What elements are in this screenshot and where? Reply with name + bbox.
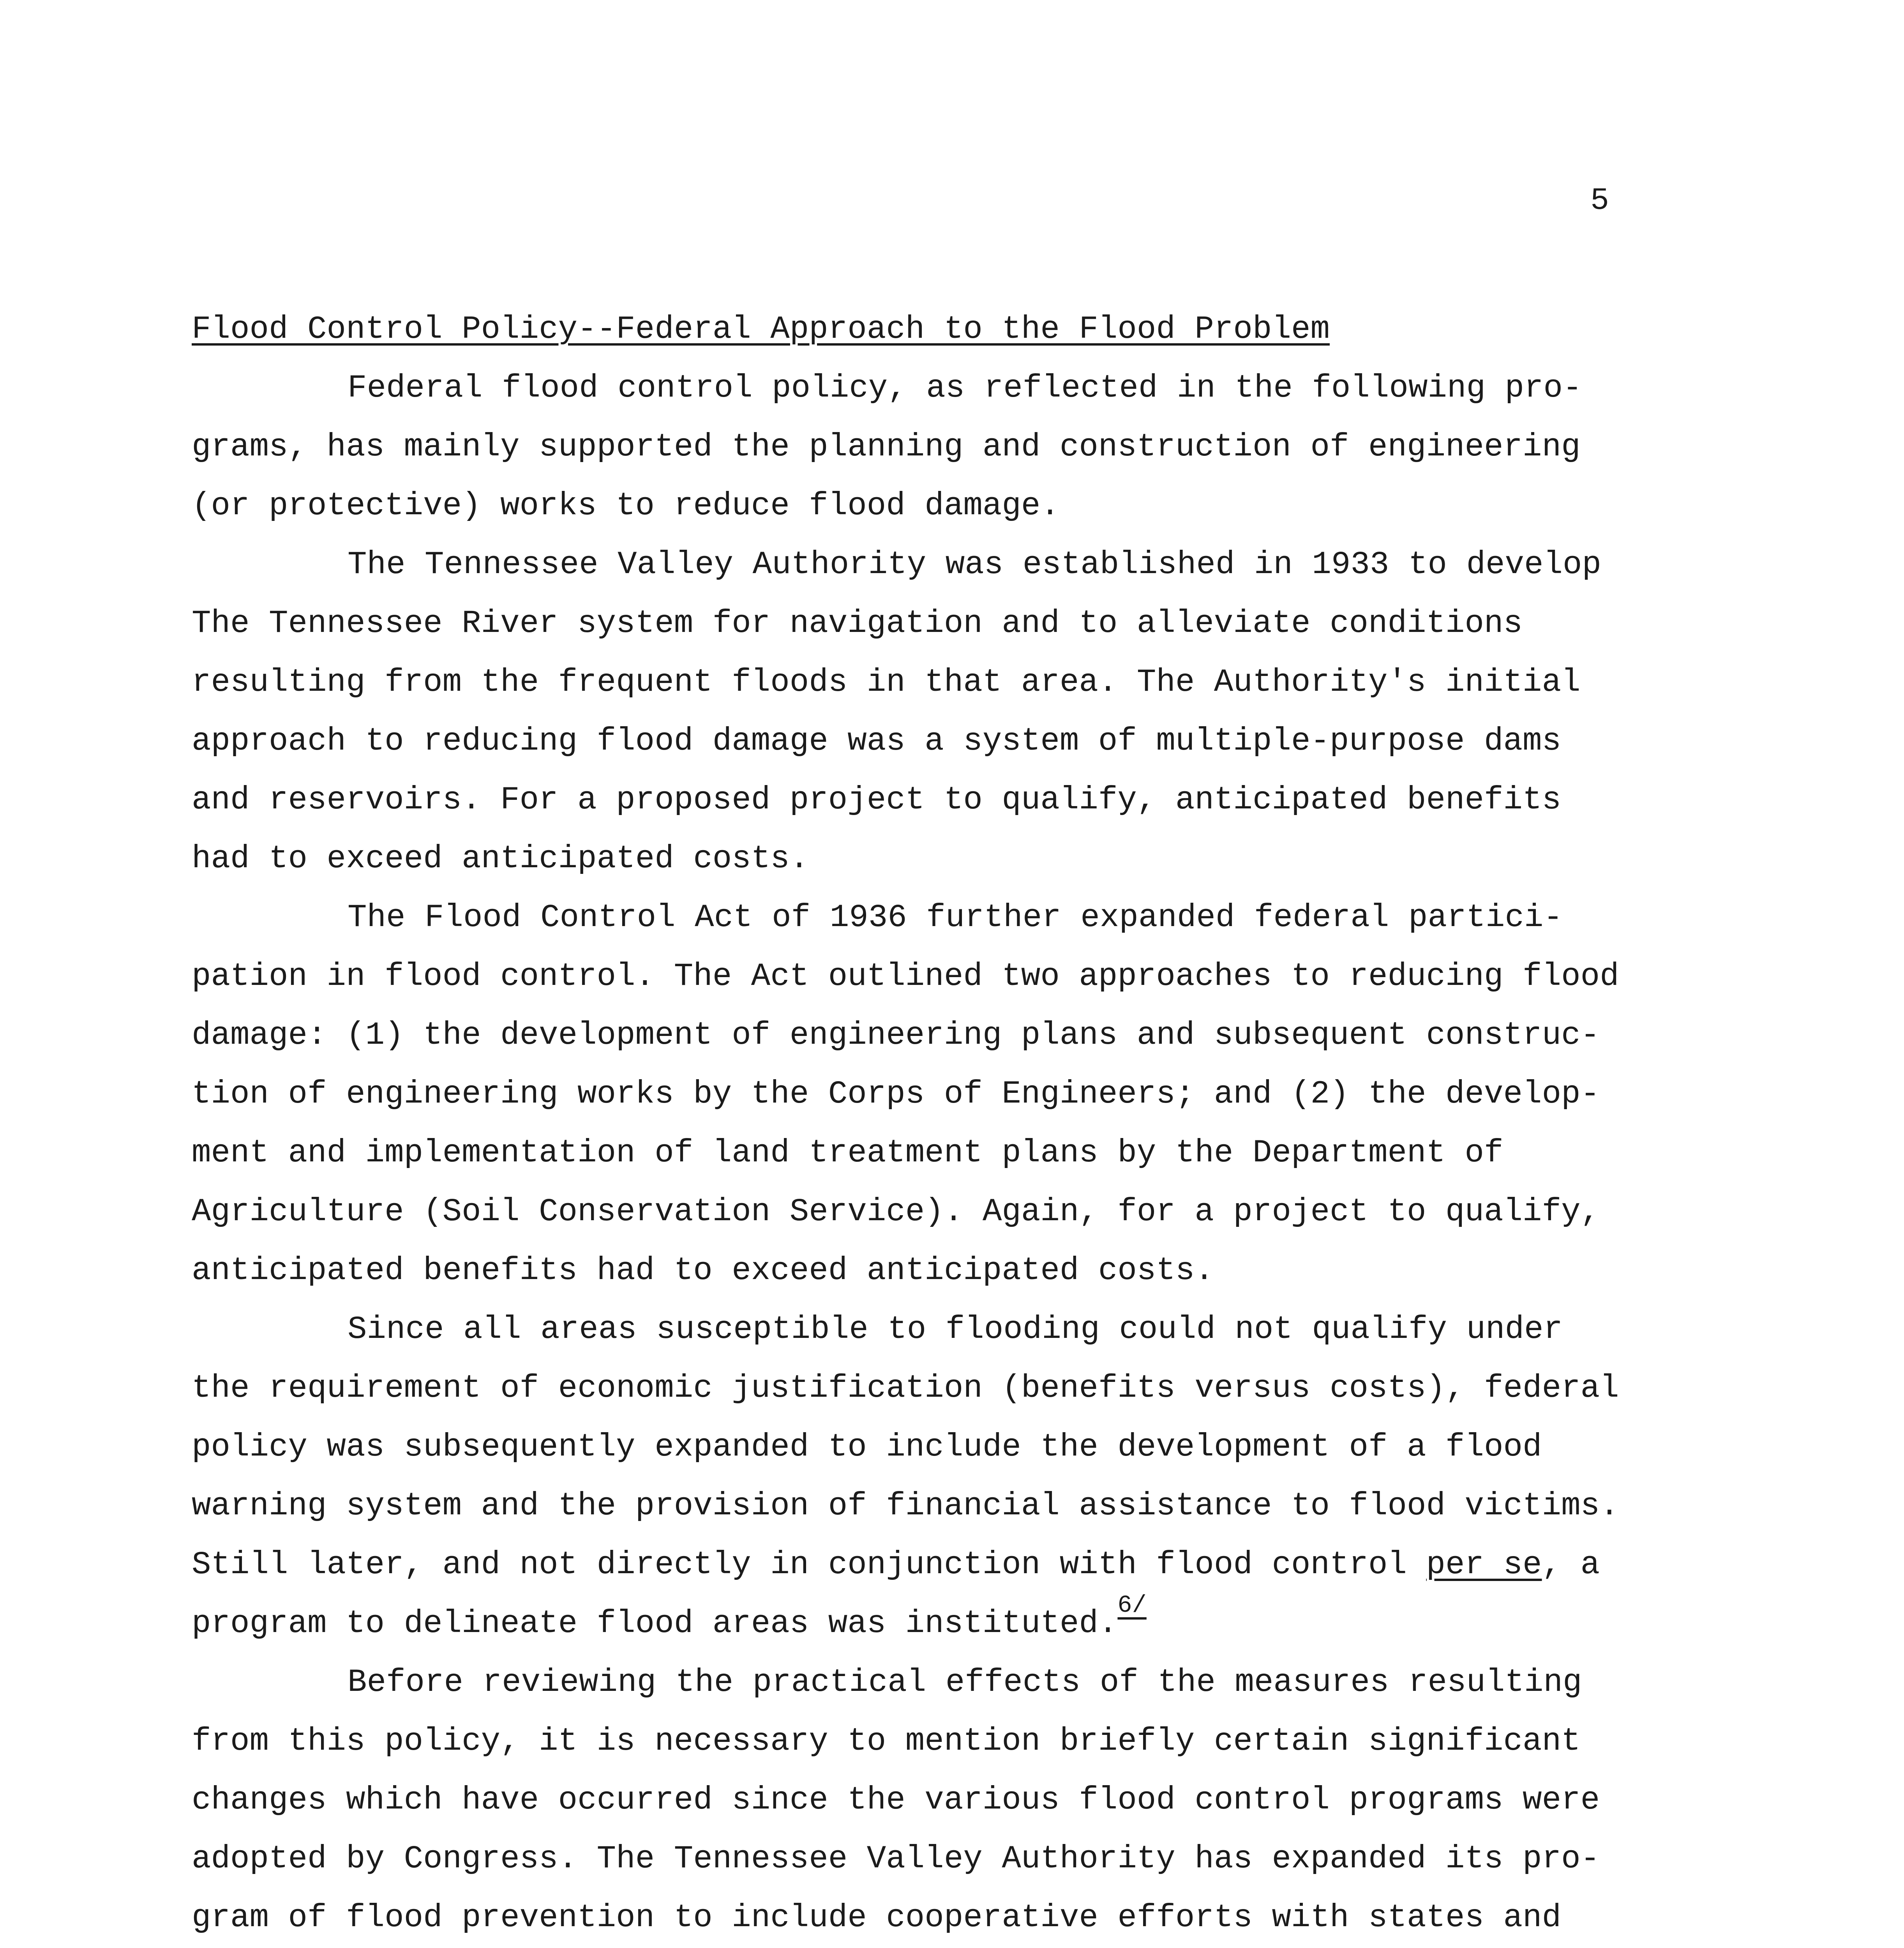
text-line: approach to reducing flood damage was a system of multiple-purpose dams	[192, 723, 1562, 759]
text-line: Before reviewing the practical effects of the measures resulting	[348, 1664, 1582, 1701]
text-line: policy was subsequently expanded to include the development of a flood	[192, 1429, 1542, 1465]
text-line: the requirement of economic justification (benefits versus costs), federal	[192, 1370, 1619, 1406]
per-se-emphasis: per se	[1426, 1546, 1542, 1583]
section-heading: Flood Control Policy--Federal Approach to the Flood Problem	[192, 311, 1330, 348]
text-line: grams, has mainly supported the planning and construction of engineering	[192, 429, 1581, 465]
text-line: gram of flood prevention to include cooperative efforts with states and	[192, 1899, 1562, 1936]
text-line: (or protective) works to reduce flood damage.	[192, 487, 1060, 524]
main-text	[192, 300, 1672, 1948]
text-line: The Tennessee Valley Authority was established in 1933 to develop	[348, 546, 1602, 583]
text-line: Federal flood control policy, as reflected in the following pro-	[348, 370, 1582, 406]
text-segment: Still later, and not directly in conjunction with flood control	[192, 1546, 1426, 1583]
text-line: pation in flood control. The Act outlined two approaches to reducing flood	[192, 958, 1619, 995]
text-line: Agriculture (Soil Conservation Service). Again, for a project to qualify,	[192, 1193, 1600, 1230]
text-line: changes which have occurred since the various flood control programs were	[192, 1782, 1600, 1818]
text-line: The Flood Control Act of 1936 further expanded federal partici-	[348, 899, 1563, 936]
text-line: Since all areas susceptible to flooding could not qualify under	[348, 1311, 1563, 1348]
text-line: adopted by Congress. The Tennessee Valley Authority has expanded its pro-	[192, 1840, 1600, 1877]
text-line: anticipated benefits had to exceed anticipated costs.	[192, 1252, 1214, 1289]
text-line: ment and implementation of land treatment plans by the Department of	[192, 1135, 1503, 1171]
text-line: had to exceed anticipated costs.	[192, 840, 809, 877]
text-segment: program to delineate flood areas was instituted.	[192, 1605, 1118, 1642]
text-segment: , a	[1542, 1546, 1600, 1583]
text-line: and reservoirs. For a proposed project to qualify, anticipated benefits	[192, 782, 1562, 818]
page-number: 5	[1590, 183, 1609, 219]
text-line: warning system and the provision of financial assistance to flood victims.	[192, 1487, 1619, 1524]
text-line: tion of engineering works by the Corps of Engineers; and (2) the develop-	[192, 1076, 1600, 1112]
text-line	[192, 1535, 1672, 1594]
text-line: damage: (1) the development of engineering plans and subsequent construc-	[192, 1017, 1600, 1053]
text-line: The Tennessee River system for navigation and to alleviate conditions	[192, 605, 1523, 642]
text-line: resulting from the frequent floods in that area. The Authority's initial	[192, 664, 1581, 701]
footnote-reference[interactable]: 6/	[1117, 1592, 1147, 1619]
text-line: from this policy, it is necessary to mention briefly certain significant	[192, 1723, 1581, 1759]
text-line	[192, 1594, 1672, 1653]
